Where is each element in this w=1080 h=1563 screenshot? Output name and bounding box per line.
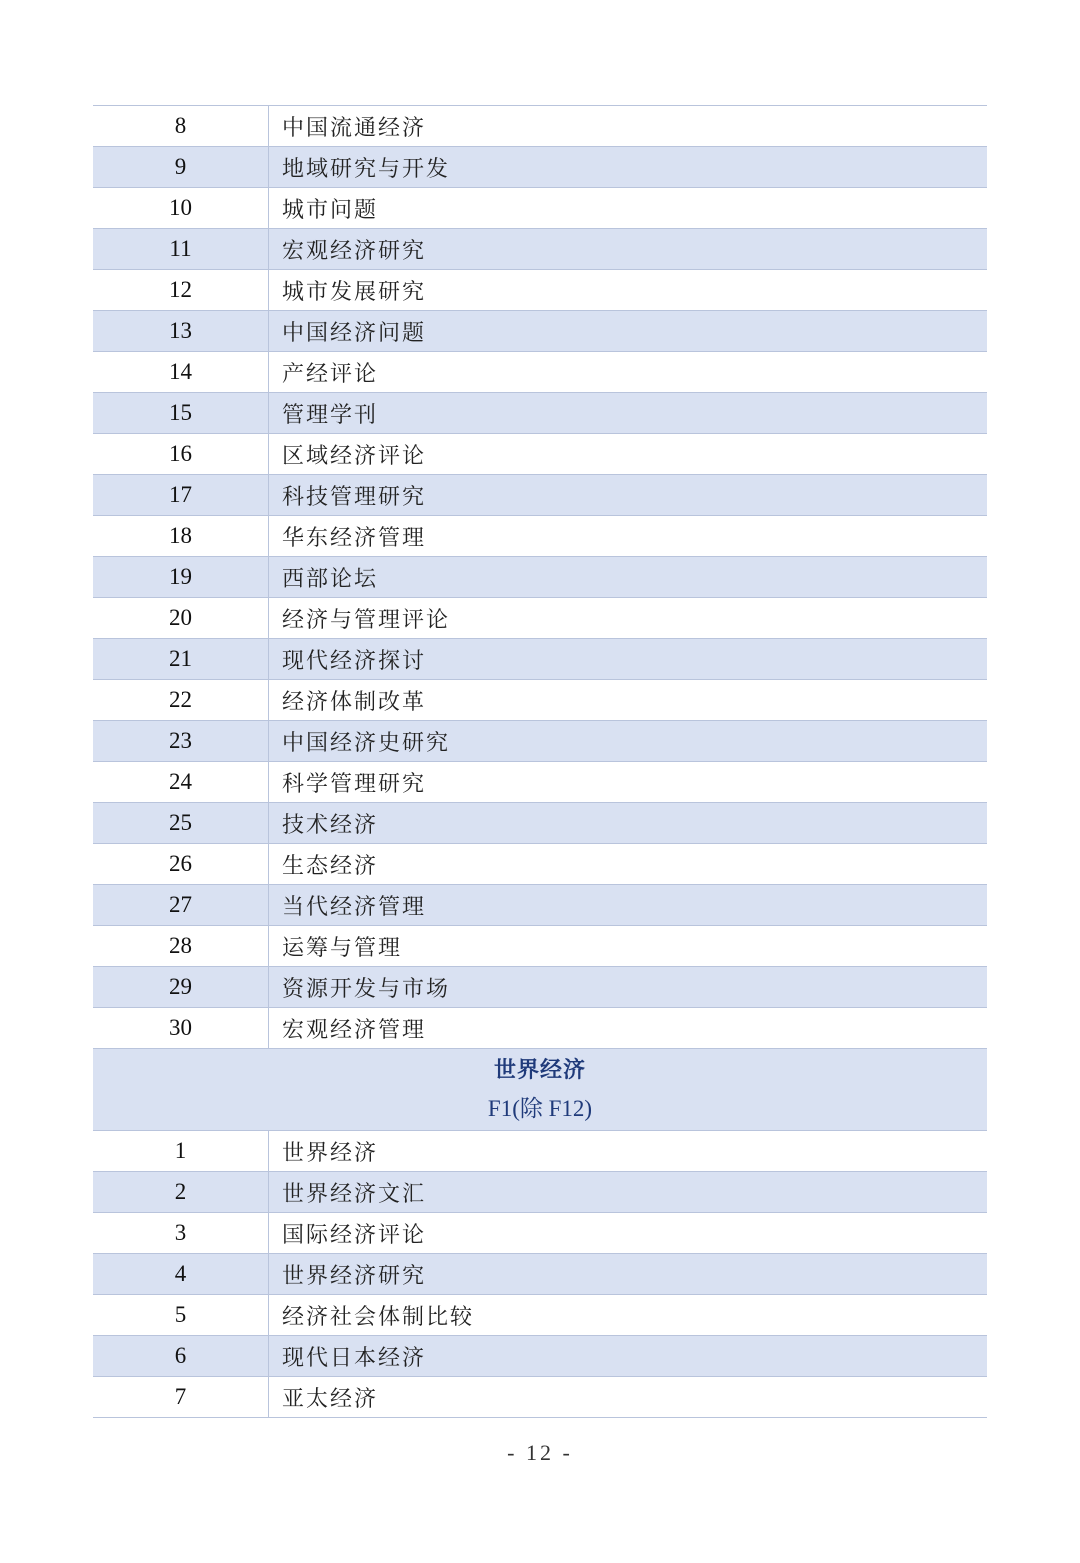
journal-name: 经济体制改革 bbox=[282, 689, 427, 715]
table-row bbox=[93, 311, 987, 352]
table-row bbox=[93, 516, 987, 557]
journal-name: 国际经济评论 bbox=[282, 1222, 427, 1248]
journal-name: 生态经济 bbox=[282, 853, 379, 879]
table-row bbox=[93, 352, 987, 393]
row-number: 20 bbox=[93, 598, 269, 638]
row-number: 1 bbox=[93, 1131, 269, 1171]
table-row bbox=[93, 393, 987, 434]
row-number: 8 bbox=[93, 106, 269, 146]
journal-name: 地域研究与开发 bbox=[282, 156, 451, 182]
page-number: - 12 - bbox=[507, 1440, 573, 1465]
table-row bbox=[93, 721, 987, 762]
journal-name: 科学管理研究 bbox=[282, 771, 427, 797]
table-row bbox=[93, 926, 987, 967]
row-number: 4 bbox=[93, 1254, 269, 1294]
row-number: 30 bbox=[93, 1008, 269, 1048]
journal-name: 世界经济文汇 bbox=[282, 1181, 427, 1207]
journal-name: 区域经济评论 bbox=[282, 443, 427, 469]
table-row bbox=[93, 475, 987, 516]
journal-name: 中国经济史研究 bbox=[282, 730, 451, 756]
journal-name: 管理学刊 bbox=[282, 402, 379, 428]
row-number: 6 bbox=[93, 1336, 269, 1376]
table-row bbox=[93, 1213, 987, 1254]
section-header bbox=[93, 1049, 987, 1131]
row-number: 12 bbox=[93, 270, 269, 310]
row-number: 17 bbox=[93, 475, 269, 515]
table-row bbox=[93, 229, 987, 270]
table-row bbox=[93, 434, 987, 475]
row-number: 9 bbox=[93, 147, 269, 187]
row-number: 25 bbox=[93, 803, 269, 843]
table-row bbox=[93, 762, 987, 803]
row-number: 2 bbox=[93, 1172, 269, 1212]
table-row bbox=[93, 680, 987, 721]
section-code: F1(除 F12) bbox=[487, 1095, 593, 1121]
row-number: 29 bbox=[93, 967, 269, 1007]
table-row bbox=[93, 270, 987, 311]
journal-name: 华东经济管理 bbox=[282, 525, 427, 551]
table-row bbox=[93, 639, 987, 680]
row-number: 24 bbox=[93, 762, 269, 802]
table-row bbox=[93, 1254, 987, 1295]
journal-name: 城市问题 bbox=[282, 197, 379, 223]
row-number: 15 bbox=[93, 393, 269, 433]
journal-table bbox=[93, 105, 987, 1418]
journal-name: 经济社会体制比较 bbox=[282, 1304, 475, 1330]
section-title: 世界经济 bbox=[493, 1057, 586, 1083]
table-row bbox=[93, 967, 987, 1008]
journal-name: 西部论坛 bbox=[282, 566, 379, 592]
row-number: 7 bbox=[93, 1377, 269, 1417]
row-number: 27 bbox=[93, 885, 269, 925]
journal-name: 现代日本经济 bbox=[282, 1345, 427, 1371]
journal-name: 世界经济研究 bbox=[282, 1263, 427, 1289]
journal-name: 当代经济管理 bbox=[282, 894, 427, 920]
table-row bbox=[93, 106, 987, 147]
table-row bbox=[93, 1377, 987, 1418]
table-row bbox=[93, 844, 987, 885]
row-number: 28 bbox=[93, 926, 269, 966]
row-number: 13 bbox=[93, 311, 269, 351]
table-row bbox=[93, 803, 987, 844]
journal-name: 中国经济问题 bbox=[282, 320, 427, 346]
table-row bbox=[93, 1131, 987, 1172]
row-number: 19 bbox=[93, 557, 269, 597]
table-row bbox=[93, 1172, 987, 1213]
journal-name: 现代经济探讨 bbox=[282, 648, 427, 674]
row-number: 18 bbox=[93, 516, 269, 556]
table-row bbox=[93, 885, 987, 926]
journal-name: 宏观经济研究 bbox=[282, 238, 427, 264]
table-row bbox=[93, 1336, 987, 1377]
journal-name: 宏观经济管理 bbox=[282, 1017, 427, 1043]
row-number: 3 bbox=[93, 1213, 269, 1253]
journal-name: 产经评论 bbox=[282, 361, 379, 387]
journal-name: 科技管理研究 bbox=[282, 484, 427, 510]
row-number: 26 bbox=[93, 844, 269, 884]
row-number: 11 bbox=[93, 229, 269, 269]
row-number: 5 bbox=[93, 1295, 269, 1335]
journal-name: 技术经济 bbox=[282, 812, 379, 838]
journal-name: 亚太经济 bbox=[282, 1386, 379, 1412]
journal-name: 经济与管理评论 bbox=[282, 607, 451, 633]
journal-name: 中国流通经济 bbox=[282, 115, 427, 141]
table-row bbox=[93, 1008, 987, 1049]
table-row bbox=[93, 147, 987, 188]
row-number: 22 bbox=[93, 680, 269, 720]
table-row bbox=[93, 598, 987, 639]
journal-name: 城市发展研究 bbox=[282, 279, 427, 305]
journal-name: 运筹与管理 bbox=[282, 935, 403, 961]
table-row bbox=[93, 557, 987, 598]
row-number: 16 bbox=[93, 434, 269, 474]
row-number: 10 bbox=[93, 188, 269, 228]
row-number: 21 bbox=[93, 639, 269, 679]
journal-name: 世界经济 bbox=[282, 1140, 379, 1166]
table-row bbox=[93, 188, 987, 229]
journal-name: 资源开发与市场 bbox=[282, 976, 451, 1002]
row-number: 14 bbox=[93, 352, 269, 392]
row-number: 23 bbox=[93, 721, 269, 761]
table-row bbox=[93, 1295, 987, 1336]
